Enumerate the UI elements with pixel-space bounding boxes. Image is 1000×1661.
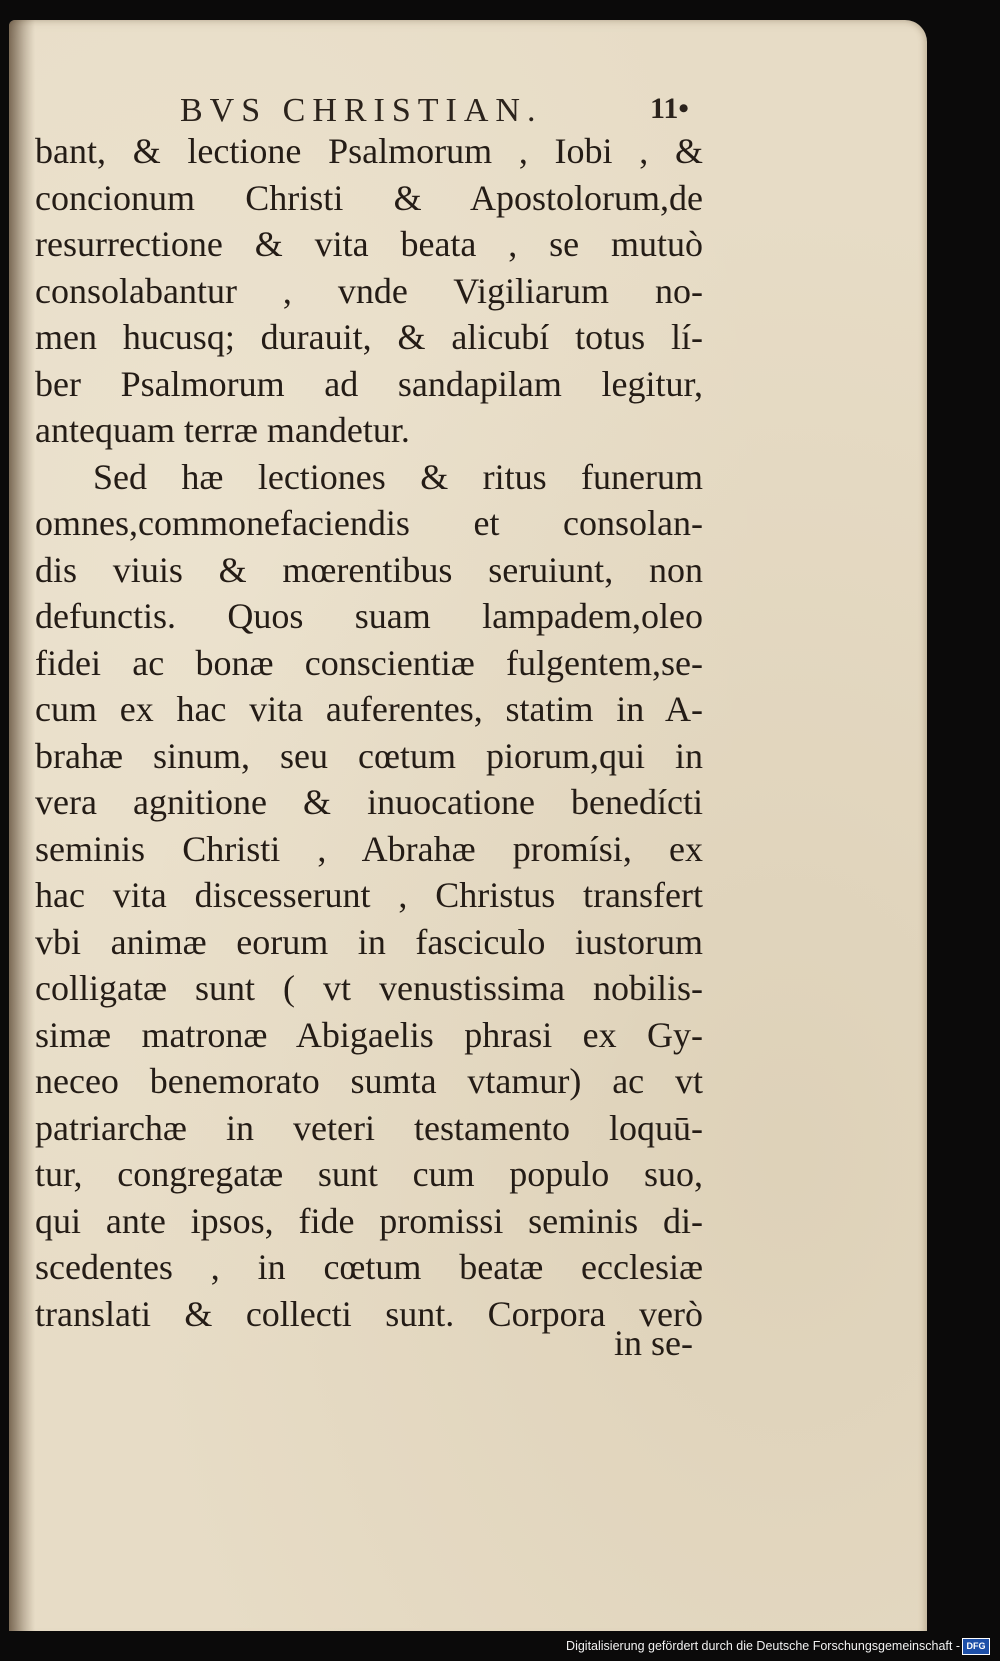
- text-line: ber Psalmorum ad sandapilam legitur,: [35, 363, 703, 404]
- catchword: in se-: [614, 1323, 693, 1363]
- text-line: vera agnitione & inuocatione benedícti: [35, 782, 703, 822]
- text-line: qui ante ipsos, fide promissi seminis di-: [35, 1200, 703, 1241]
- text-line: patriarchæ in veteri testamento loquū-: [35, 1107, 703, 1148]
- running-head: BVS CHRISTIAN.: [180, 92, 543, 129]
- text-line: tur, congregatæ sunt cum populo suo,: [35, 1154, 703, 1194]
- paragraph-first-line: Sed hæ lectiones & ritus funerum: [93, 456, 703, 497]
- text-line: neceo benemorato sumta vtamur) ac vt: [35, 1061, 703, 1101]
- page-gutter-shadow: [9, 20, 35, 1640]
- text-line: cum ex hac vita auferentes, statim in A-: [35, 689, 703, 729]
- text-line: simæ matronæ Abigaelis phrasi ex Gy-: [35, 1014, 703, 1055]
- text-line: dis viuis & mœrentibus seruiunt, non: [35, 549, 703, 590]
- text-line: scedentes , in cœtum beatæ ecclesiæ: [35, 1247, 703, 1287]
- text-block: [35, 128, 703, 1337]
- text-line: hac vita discesserunt , Christus transfert: [35, 875, 703, 915]
- text-line: defunctis. Quos suam lampadem,oleo: [35, 596, 703, 636]
- text-line: men hucusq; durauit, & alicubí totus lí-: [35, 317, 703, 357]
- text-line: seminis Christi , Abrahæ promísi, ex: [35, 828, 703, 869]
- text-line: bant, & lectione Psalmorum , Iobi , &: [35, 131, 703, 171]
- text-line: omnes,commonefaciendis et consolan-: [35, 503, 703, 543]
- text-line: resurrectione & vita beata , se mutuò: [35, 224, 703, 264]
- text-line: colligatæ sunt ( vt venustissima nobilis-: [35, 968, 703, 1008]
- text-line: fidei ac bonæ conscientiæ fulgentem,se-: [35, 642, 703, 683]
- text-line: translati & collecti sunt. Corpora verò: [35, 1293, 703, 1334]
- dfg-logo: DFG: [962, 1638, 990, 1655]
- text-line: antequam terræ mandetur.: [35, 410, 410, 450]
- text-line: concionum Christi & Apostolorum,de: [35, 177, 703, 218]
- text-line: consolabantur , vnde Vigiliarum no-: [35, 270, 703, 311]
- text-line: brahæ sinum, seu cœtum piorum,qui in: [35, 735, 703, 776]
- digitization-credit: Digitalisierung gefördert durch die Deutsche Forschungsgemeinschaft -: [566, 1639, 960, 1653]
- folio-number: 11•: [650, 92, 689, 125]
- text-line: vbi animæ eorum in fasciculo iustorum: [35, 921, 703, 962]
